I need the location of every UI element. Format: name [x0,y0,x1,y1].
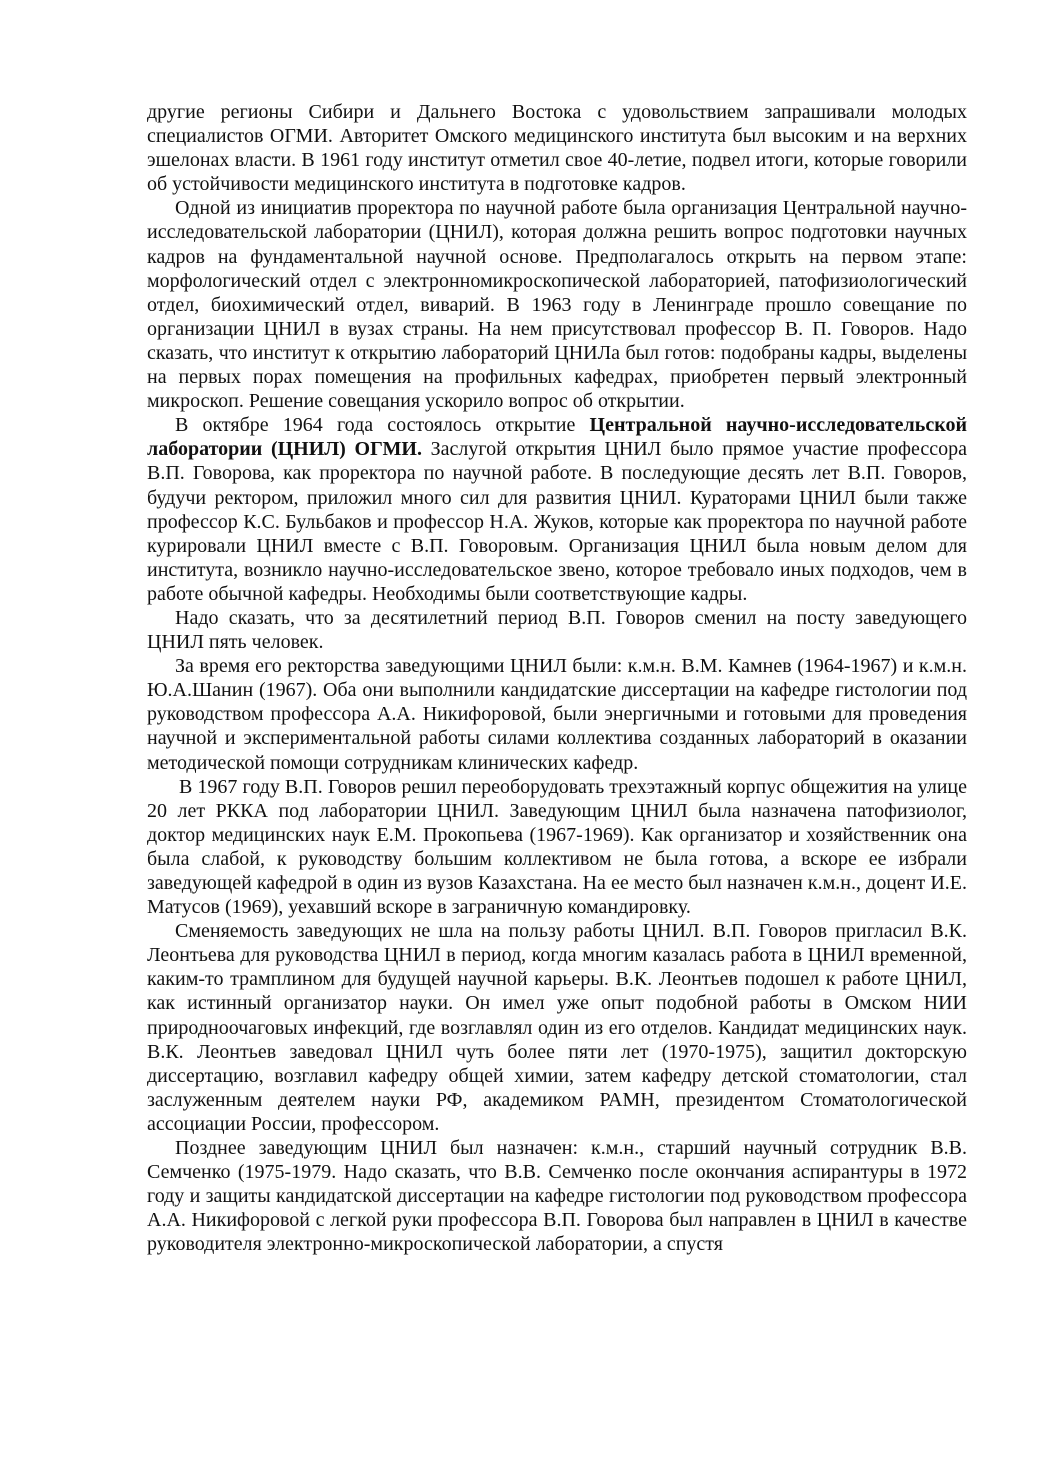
paragraph-8: Позднее заведующим ЦНИЛ был назначен: к.м.н., старший научный сотрудник В.В. Семченко (1975-1979. Надо сказать, что В.В. Семченко после окончания аспирантуры в 1972 году и защиты кандидатской диссертации на кафедре гистологии под руководством профессора А.А. Никифоровой с легкой руки профессора В.П. Говорова был направлен в ЦНИЛ в качестве руководителя электронно-микроскопической лаборатории, а спустя [147,1137,967,1256]
paragraph-5: За время его ректорства заведующими ЦНИЛ были: к.м.н. В.М. Камнев (1964-1967) и к.м.н. Ю.А.Шанин (1967). Оба они выполнили кандидатские диссертации на кафедре гистологии под руководством профессора А.А. Никифоровой, были энергичными и готовыми для проведения научной и экспериментальной работы силами коллектива созданных лабораторий в оказании методической помощи сотрудникам клинических кафедр. [147,655,967,774]
paragraph-3-rest: Заслугой открытия ЦНИЛ было прямое участие профессора В.П. Говорова, как проректора по научной работе. В последующие десять лет В.П. Говоров, будучи ректором, приложил много сил для развития ЦНИЛ. Кураторами ЦНИЛ были также профессор К.С. Бульбаков и профессор Н.А. Жуков, которые как проректора по научной работе курировали ЦНИЛ вместе с В.П. Говоровым. Организация ЦНИЛ была новым делом для института, возникло научно-исследовательское звено, которое требовало иных подходов, чем в работе обычной кафедры. Необходимы были соответствующие кадры. [147,438,968,605]
paragraph-6: В 1967 году В.П. Говоров решил переоборудовать трехэтажный корпус общежития на улице 20 лет РККА под лаборатории ЦНИЛ. Заведующим ЦНИЛ была назначена патофизиолог, доктор медицинских наук Е.М. Прокопьева (1967-1969). Как организатор и хозяйственник она была слабой, к руководству большим коллективом не была готова, а вскоре ее избрали заведующей кафедрой в один из вузов Казахстана. На ее место был назначен к.м.н., доцент И.Е. Матусов (1969), уехавший вскоре в заграничную командировку. [147,775,967,919]
paragraph-7: Сменяемость заведующих не шла на пользу работы ЦНИЛ. В.П. Говоров пригласил В.К. Леонтьева для руководства ЦНИЛ в период, когда многим казалась работа в ЦНИЛ временной, каким-то трамплином для будущей научной карьеры. В.К. Леонтьев подошел к работе ЦНИЛ, как истинный организатор науки. Он имел уже опыт подобной работы в Омском НИИ природноочаговых инфекций, где возглавлял один из его отделов. Кандидат медицинских наук. В.К. Леонтьев заведовал ЦНИЛ чуть более пяти лет (1970-1975), защитил докторскую диссертацию, возглавил кафедру общей химии, затем кафедру детской стоматологии, стал заслуженным деятелем науки РФ, академиком РАМН, президентом Стоматологической ассоциации России, профессором. [147,920,967,1135]
paragraph-2: Одной из инициатив проректора по научной работе была организация Центральной научно-исследовательской лаборатории (ЦНИЛ), которая должна решить вопрос подготовки научных кадров на фундаментальной научной основе. Предполагалось открыть на первом этапе: морфологический отдел с электронномикроскопической лабораторией, патофизиологический отдел, биохимический отдел, виварий. В 1963 году в Ленинграде прошло совещание по организации ЦНИЛ в вузах страны. На нем присутствовал профессор В. П. Говоров. Надо сказать, что институт к открытию лабораторий ЦНИЛа был готов: подобраны кадры, выделены на первых порах помещения на профильных кафедрах, приобретен первый электронный микроскоп. Решение совещания ускорило вопрос об открытии. [147,197,967,413]
paragraph-3-lead: В октябре 1964 года состоялось открытие [175,414,590,437]
paragraph-4: Надо сказать, что за десятилетний период В.П. Говоров сменил на посту заведующего ЦНИЛ пять человек. [147,606,967,654]
document-body [147,100,967,1257]
paragraph-1: другие регионы Сибири и Дальнего Востока с удовольствием запрашивали молодых специалистов ОГМИ. Авторитет Омского медицинского института был высоким и на верхних эшелонах власти. В 1961 году институт отметил свое 40-летие, подвел итоги, которые говорили об устойчивости медицинского института в подготовке кадров. [147,101,967,196]
paragraph-3 [147,413,967,606]
paragraph-3-bold-title: Центральной научно-исследовательской лаборатории (ЦНИЛ) ОГМИ. [147,414,968,461]
